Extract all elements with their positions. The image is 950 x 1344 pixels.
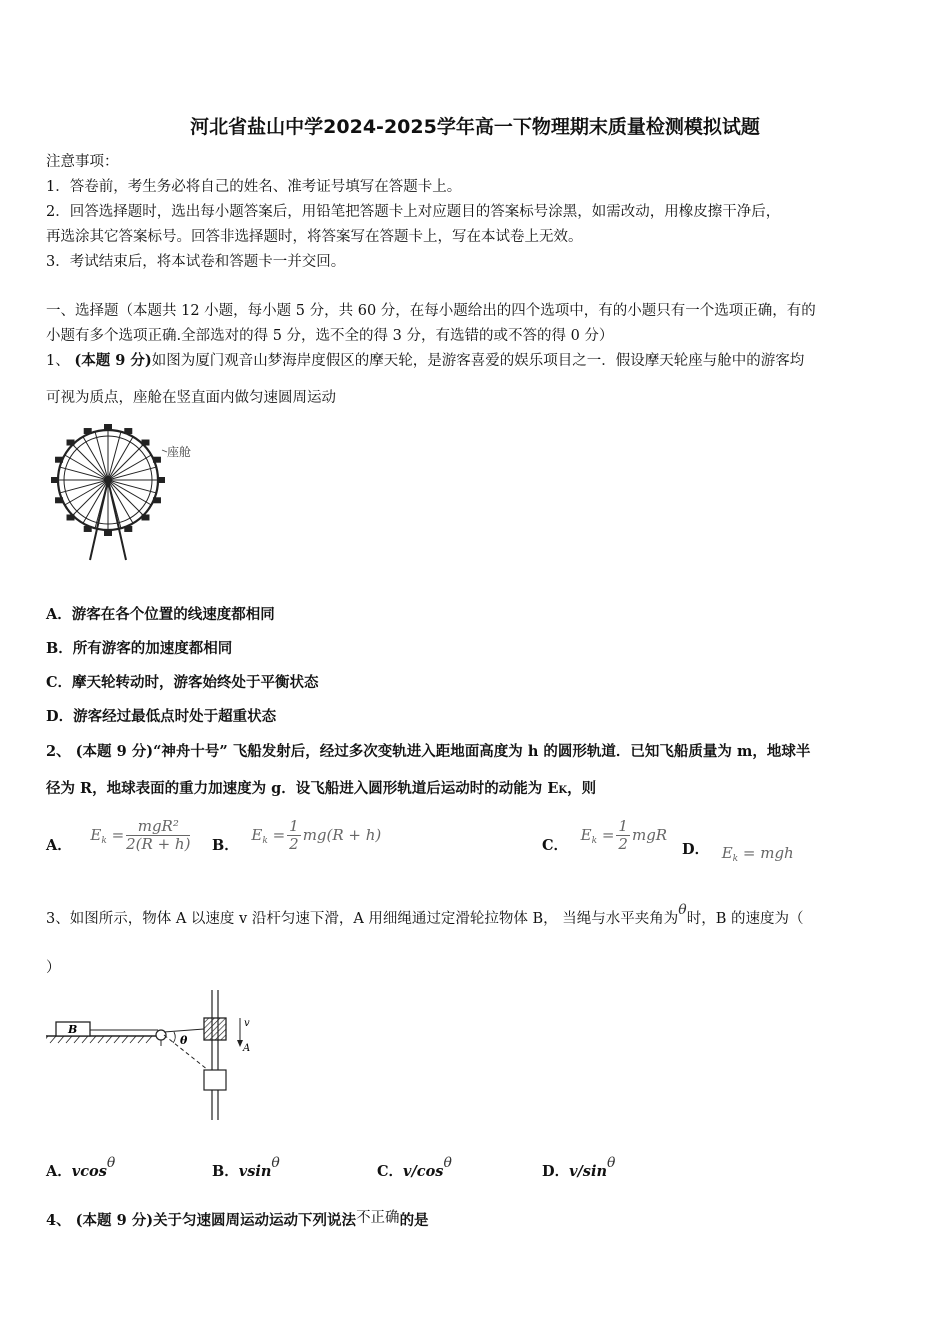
notice-item: 再选涂其它答案标号。回答非选择题时，将答案写在答题卡上，写在本试卷上无效。 <box>46 229 583 245</box>
q4-emphasis: 不正确 <box>356 1210 400 1226</box>
q2-option-b-formula: $E_k$ = $\frac{1}{2}$ mg(R + h) <box>251 817 382 853</box>
ferris-wheel-drawing <box>51 424 165 560</box>
q1-option-a: A．游客在各个位置的线速度都相同 <box>46 606 275 623</box>
q4-text: 关于匀速圆周运动运动下列说法 <box>153 1212 357 1229</box>
notice-item: 2．回答选择题时，选出每小题答案后，用铅笔把答题卡上对应题目的答案标号涂黑，如需改动，用橡皮擦干净后， <box>46 204 781 220</box>
q2-a-numerator: mgR² <box>126 818 190 836</box>
cabin <box>67 440 75 446</box>
q1-number: 1、 <box>46 353 70 369</box>
notice-item: 3．考试结束后，将本试卷和答题卡一并交回。 <box>46 254 346 270</box>
block-a <box>204 1018 226 1040</box>
q4-stem <box>46 1211 429 1231</box>
q3-option-a-label: A． <box>46 1163 72 1180</box>
q1-stem-line1 <box>46 351 804 371</box>
ground-hatching <box>46 1036 152 1043</box>
cabin <box>104 424 112 430</box>
cabin <box>153 497 161 503</box>
cabin-label: 座舱 <box>167 445 192 459</box>
q2-d-lhs: E <box>721 844 733 862</box>
cabin <box>153 457 161 463</box>
q3-stem-line1 <box>46 902 804 929</box>
q2-text-3: ，则 <box>567 780 597 797</box>
q2-a-sub: k <box>101 835 107 846</box>
q2-text-2: 径为 R，地球表面的重力加速度为 g．设飞船进入圆形轨道后运动时的动能为 E <box>46 780 559 797</box>
q2-c-lhs: E <box>580 825 592 844</box>
block-a-label: A <box>243 1043 251 1054</box>
q3-theta: θ <box>678 902 687 918</box>
q3-text-end: 时，B 的速度为（ <box>686 911 804 927</box>
q2-option-a <box>46 818 192 853</box>
q1-text: 如图为厦门观音山梦海岸度假区的摩天轮，是游客喜爱的娱乐项目之一．假设摩天轮座与舱中的游客均 <box>151 353 805 369</box>
q2-score: (本题 9 分) <box>75 743 154 760</box>
q2-option-d-label: D． <box>682 841 710 858</box>
cabin <box>67 514 75 520</box>
q3-option-c <box>377 1155 452 1181</box>
q2-b-lhs: E <box>251 825 263 844</box>
cabin <box>51 477 59 483</box>
block-a-later <box>204 1070 226 1090</box>
q3-option-a-theta: θ <box>106 1155 116 1171</box>
cabin <box>124 428 132 434</box>
q3-option-d-theta: θ <box>607 1155 616 1171</box>
q3-option-b-label: B． <box>212 1163 239 1180</box>
pulley-figure <box>46 988 266 1123</box>
cabin <box>157 477 165 483</box>
q3-option-d-text: v/sin <box>569 1163 608 1180</box>
q1-option-d: D．游客经过最低点时处于超重状态 <box>46 708 277 725</box>
q4-number: 4、 <box>46 1212 71 1229</box>
block-b-label: B <box>68 1023 78 1036</box>
q3-option-c-label: C． <box>377 1163 404 1180</box>
q2-option-d-formula <box>722 844 794 862</box>
q1-option-c: C．摩天轮转动时，游客始终处于平衡状态 <box>46 674 319 691</box>
cabin <box>141 440 149 446</box>
q2-a-denominator: 2(R + h) <box>126 835 191 853</box>
cabin <box>55 457 63 463</box>
q1-option-b: B．所有游客的加速度都相同 <box>46 640 233 657</box>
q3-option-b-theta: θ <box>271 1155 280 1171</box>
q1-stem-line2: 可视为质点，座舱在竖直面内做匀速圆周运动 <box>46 390 336 406</box>
q2-d-rhs: = mgh <box>742 844 794 862</box>
q2-stem-line2 <box>46 779 596 801</box>
q2-option-a-label: A． <box>46 836 72 854</box>
cabin <box>141 514 149 520</box>
q2-option-b-label: B． <box>212 836 239 854</box>
q2-b-rhs: mg(R + h) <box>302 825 382 844</box>
velocity-label: v <box>244 1018 250 1029</box>
notice-heading: 注意事项： <box>46 154 119 170</box>
q2-option-c-label: C． <box>542 836 569 854</box>
q2-text: “神舟十号” 飞船发射后，经过多次变轨进入距地面高度为 h 的圆形轨道．已知飞船质量为 m，地球半 <box>153 743 811 760</box>
q2-stem-line1 <box>46 742 810 762</box>
section-header-line2: 小题有多个选项正确.全部选对的得 5 分，选不全的得 3 分，有选错的或不答的得 0 分） <box>46 328 614 344</box>
q2-b-numerator: 1 <box>289 817 299 835</box>
cabin <box>55 497 63 503</box>
q2-option-b <box>212 818 381 853</box>
q2-ek-subscript: K <box>558 785 568 796</box>
q3-stem-line2: ） <box>46 960 61 976</box>
q2-b-sub: k <box>262 835 268 846</box>
q3-option-d <box>542 1155 616 1181</box>
cabin <box>124 526 132 532</box>
q3-option-c-theta: θ <box>443 1155 452 1171</box>
q3-option-c-text: v/cos <box>403 1163 444 1180</box>
q3-option-a <box>46 1155 116 1181</box>
cabin <box>104 530 112 536</box>
q4-text-end: 的是 <box>399 1212 429 1229</box>
q1-score: (本题 9 分) <box>74 352 152 369</box>
ferris-wheel-figure <box>50 420 210 565</box>
q3-option-b-text: vsin <box>238 1163 272 1180</box>
q3-text: 3、如图所示，物体 A 以速度 v 沿杆匀速下滑，A 用细绳通过定滑轮拉物体 B， 当绳与水平夹角为 <box>46 911 679 927</box>
notice-item: 1．答卷前，考生务必将自己的姓名、准考证号填写在答题卡上。 <box>46 179 462 195</box>
q2-b-denominator: 2 <box>289 835 299 853</box>
q2-d-sub: k <box>732 854 739 864</box>
cabin <box>84 428 92 434</box>
q2-c-denominator: 2 <box>618 835 628 853</box>
q2-option-d <box>682 838 794 864</box>
q2-option-c <box>542 818 667 853</box>
q3-option-a-text: vcos <box>71 1163 107 1180</box>
cabin <box>84 526 92 532</box>
q3-option-b <box>212 1155 280 1181</box>
q2-option-c-formula: $E_k$ = $\frac{1}{2}$ mgR <box>580 817 668 853</box>
page-title: 河北省盐山中学2024-2025学年高一下物理期末质量检测模拟试题 <box>190 116 760 138</box>
q2-option-a-formula: $E_k$ = $\frac{\text{mgR²}}{2(R + h)}$ <box>90 817 191 853</box>
q2-c-rhs: mgR <box>631 825 668 844</box>
q2-c-numerator: 1 <box>618 817 628 835</box>
q4-score: (本题 9 分) <box>75 1212 154 1229</box>
q2-number: 2、 <box>46 743 71 760</box>
q2-a-lhs: E <box>90 825 102 844</box>
section-header-line1: 一、选择题（本题共 12 小题，每小题 5 分，共 60 分，在每小题给出的四个选项中，有的小题只有一个选项正确，有的 <box>46 303 816 319</box>
q2-c-sub: k <box>591 835 598 846</box>
q3-option-d-label: D． <box>542 1163 570 1180</box>
theta-label: θ <box>180 1034 188 1047</box>
